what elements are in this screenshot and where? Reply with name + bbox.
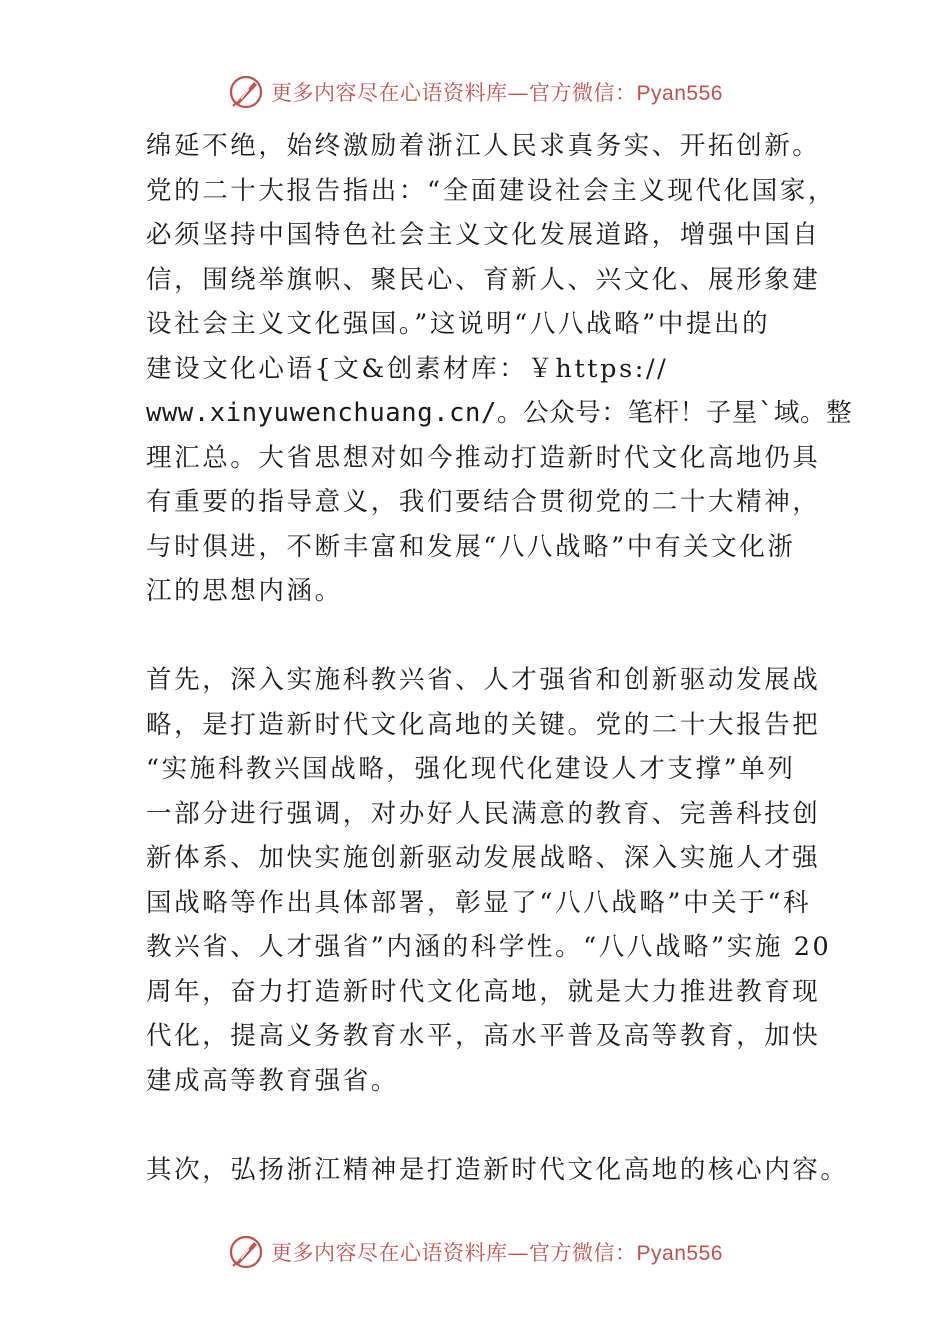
document-body — [146, 124, 853, 1192]
text-line: 信，围绕举旗帜、聚民心、育新人、兴文化、展形象建 — [146, 264, 821, 295]
paragraph-gap — [146, 614, 810, 659]
banner-wechat-id: Pyan556 — [636, 1242, 723, 1265]
paragraph-gap — [146, 1103, 810, 1148]
text-line: 首先，深入实施科教兴省、人才强省和创新驱动发展战 — [146, 665, 821, 695]
banner-official-label: 官方微信： — [529, 1241, 637, 1265]
banner-text — [271, 1237, 723, 1267]
text-line: 党的二十大报告指出：“全面建设社会主义现代化国家， — [146, 175, 837, 206]
text-line: 一部分进行强调，对办好人民满意的教育、完善科技创 — [146, 798, 821, 829]
text-line: 绵延不绝，始终激励着浙江人民求真务实、开拓创新。 — [146, 131, 821, 161]
text-line: 略，是打造新时代文化高地的关键。党的二十大报告把 — [146, 709, 821, 740]
banner-dash: — — [507, 81, 530, 105]
banner-official-label: 官方微信： — [529, 81, 637, 105]
text-line: 教兴省、人才强省”内涵的科学性。“八八战略”实施 20 — [146, 932, 832, 962]
text-line: 建成高等教育强省。 — [146, 1065, 399, 1096]
banner-main-text: 更多内容尽在心语资料库 — [271, 1241, 508, 1265]
quill-pen-logo-icon — [227, 73, 265, 111]
text-line: 理汇总。大省思想对如今推动打造新时代文化高地仍具 — [146, 442, 821, 473]
text-line: 新体系、加快实施创新驱动发展战略、深入实施人才强 — [146, 843, 821, 873]
quill-pen-logo-icon — [227, 1233, 265, 1271]
text-line: 国战略等作出具体部署，彰显了“八八战略”中关于“科 — [146, 887, 812, 918]
text-line: 有重要的指导意义，我们要结合贯彻党的二十大精神， — [146, 487, 821, 517]
text-line: 周年，奋力打造新时代文化高地，就是大力推进教育现 — [146, 976, 821, 1007]
banner-dash: — — [507, 1241, 530, 1265]
text-line: 建设文化心语{文&创素材库：￥https:// — [146, 353, 669, 384]
text-line: 必须坚持中国特色社会主义文化发展道路，增强中国自 — [146, 220, 821, 250]
text-line: “实施科教兴国战略，强化现代化建设人才支撑”单列 — [146, 754, 796, 784]
text-line: 设社会主义文化强国。”这说明“八八战略”中提出的 — [146, 309, 771, 339]
banner-main-text: 更多内容尽在心语资料库 — [271, 81, 508, 105]
text-line-url: www.xinyuwenchuang.cn/。公众号：笔杆！子星`域。整 — [146, 398, 853, 428]
banner-wechat-id: Pyan556 — [636, 82, 723, 105]
header-banner — [0, 72, 950, 112]
text-line: 其次，弘扬浙江精神是打造新时代文化高地的核心内容。 — [146, 1154, 849, 1185]
text-line: 代化，提高义务教育水平，高水平普及高等教育，加快 — [146, 1021, 821, 1051]
text-line: 江的思想内涵。 — [146, 576, 343, 606]
banner-text — [271, 77, 723, 107]
footer-banner — [0, 1232, 950, 1272]
text-line: 与时俱进，不断丰富和发展“八八战略”中有关文化浙 — [146, 531, 796, 562]
